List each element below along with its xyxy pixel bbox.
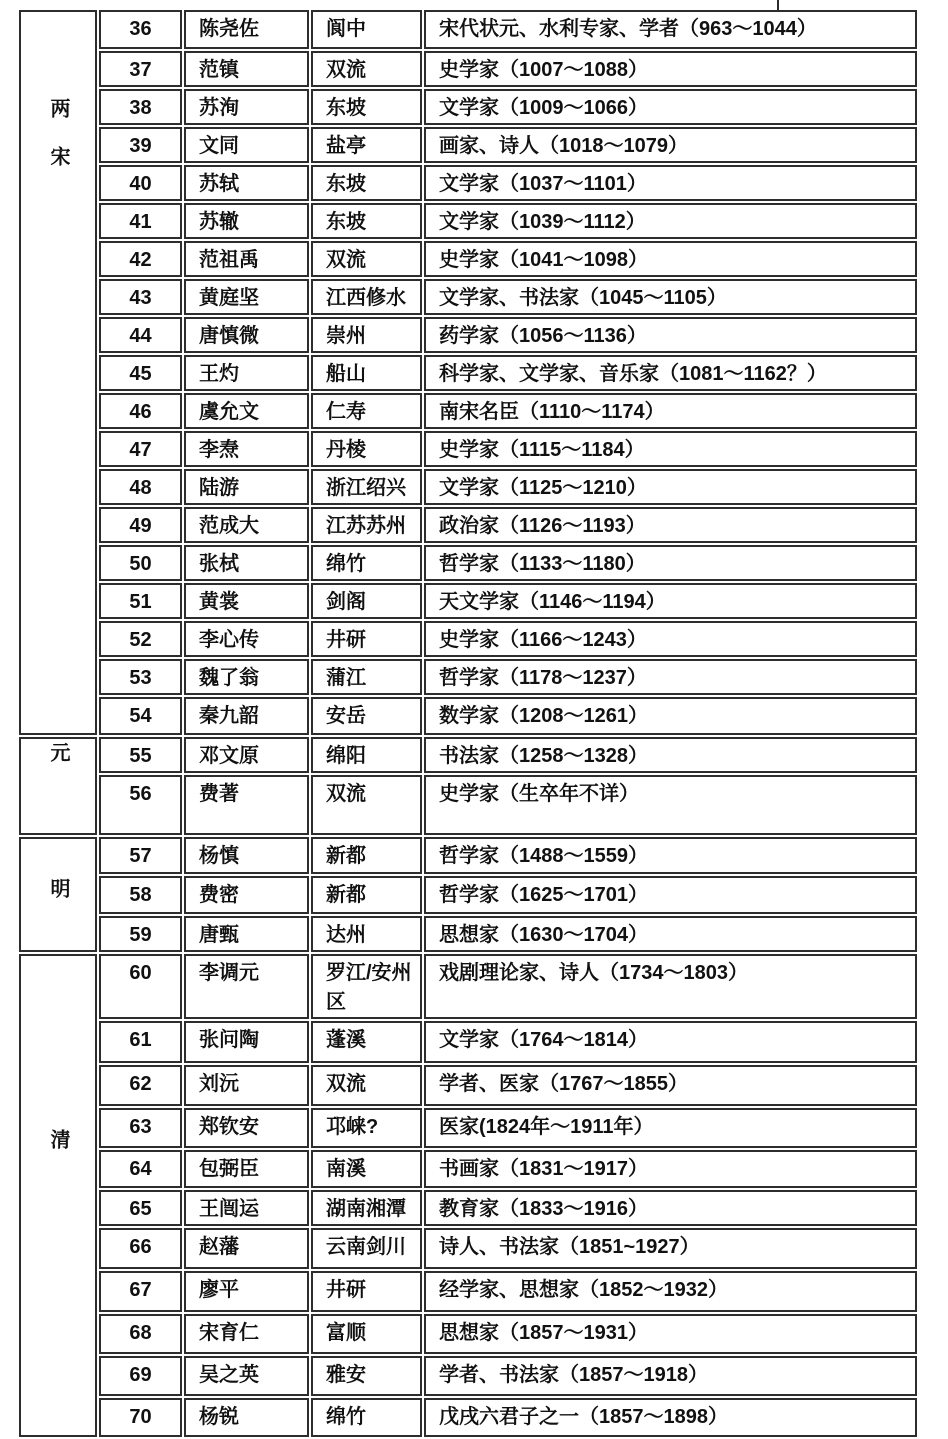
place-cell: 绵阳 [311,737,422,773]
table-row [19,1190,917,1226]
table-row [19,1065,917,1106]
row-number-cell: 70 [99,1398,182,1437]
description-cell: 经学家、思想家（1852～1932） [424,1271,917,1312]
table-row [19,954,917,1019]
name-cell: 苏辙 [184,203,309,239]
row-number-cell: 41 [99,203,182,239]
row-number-cell: 42 [99,241,182,277]
description-cell: 药学家（1056～1136） [424,317,917,353]
description-cell: 南宋名臣（1110～1174） [424,393,917,429]
name-cell: 王闿运 [184,1190,309,1226]
place-cell: 东坡 [311,89,422,125]
row-number-cell: 43 [99,279,182,315]
name-cell: 秦九韶 [184,697,309,735]
row-number-cell: 36 [99,10,182,49]
place-cell: 达州 [311,916,422,952]
table-row [19,1314,917,1354]
place-cell: 绵竹 [311,1398,422,1437]
name-cell: 费密 [184,876,309,914]
name-cell: 苏轼 [184,165,309,201]
description-cell: 文学家、书法家（1045～1105） [424,279,917,315]
dynasty-cell [19,837,97,952]
table-row [19,279,917,315]
table-row [19,431,917,467]
description-cell: 哲学家（1178～1237） [424,659,917,695]
description-cell: 史学家（1007～1088） [424,51,917,87]
description-cell: 科学家、文学家、音乐家（1081～1162？） [424,355,917,391]
description-cell: 史学家（生卒年不详） [424,775,917,835]
table-row [19,583,917,619]
name-cell: 魏了翁 [184,659,309,695]
row-number-cell: 47 [99,431,182,467]
row-number-cell: 56 [99,775,182,835]
row-number-cell: 53 [99,659,182,695]
row-number-cell: 45 [99,355,182,391]
row-number-cell: 58 [99,876,182,914]
name-cell: 刘沅 [184,1065,309,1106]
table-row [19,1271,917,1312]
name-cell: 陈尧佐 [184,10,309,49]
dynasty-cell [19,10,97,735]
name-cell: 宋育仁 [184,1314,309,1354]
name-cell: 赵藩 [184,1228,309,1269]
name-cell: 李调元 [184,954,309,1019]
name-cell: 郑钦安 [184,1108,309,1148]
name-cell: 黄庭坚 [184,279,309,315]
dynasty-label: 清 [47,1129,69,1177]
description-cell: 史学家（1166～1243） [424,621,917,657]
place-cell: 雅安 [311,1356,422,1396]
place-cell: 盐亭 [311,127,422,163]
row-number-cell: 46 [99,393,182,429]
name-cell: 唐慎微 [184,317,309,353]
description-cell: 书法家（1258～1328） [424,737,917,773]
name-cell: 唐甄 [184,916,309,952]
description-cell: 政治家（1126～1193） [424,507,917,543]
place-cell: 双流 [311,775,422,835]
dynasty-label: 明 [47,878,69,926]
place-cell: 仁寿 [311,393,422,429]
table-row [19,1356,917,1396]
table-row [19,1021,917,1063]
place-cell: 罗江/安州区 [311,954,422,1019]
place-cell: 崇州 [311,317,422,353]
row-number-cell: 63 [99,1108,182,1148]
place-cell: 东坡 [311,165,422,201]
description-cell: 哲学家（1488～1559） [424,837,917,874]
description-cell: 戊戌六君子之一（1857～1898） [424,1398,917,1437]
place-cell: 湖南湘潭 [311,1190,422,1226]
dynasty-label: 元 [47,742,69,790]
table-row [19,876,917,914]
dynasty-label: 两宋 [47,98,69,194]
name-cell: 范成大 [184,507,309,543]
table-row [19,10,917,49]
name-cell: 杨慎 [184,837,309,874]
place-cell: 双流 [311,51,422,87]
description-cell: 诗人、书法家（1851~1927） [424,1228,917,1269]
table-row [19,837,917,874]
row-number-cell: 54 [99,697,182,735]
place-cell: 井研 [311,621,422,657]
place-cell: 井研 [311,1271,422,1312]
place-cell: 安岳 [311,697,422,735]
row-number-cell: 57 [99,837,182,874]
row-number-cell: 49 [99,507,182,543]
row-number-cell: 61 [99,1021,182,1063]
name-cell: 张问陶 [184,1021,309,1063]
name-cell: 杨锐 [184,1398,309,1437]
description-cell: 宋代状元、水利专家、学者（963～1044） [424,10,917,49]
name-cell: 黄裳 [184,583,309,619]
famous-figures-table [17,8,919,1439]
row-number-cell: 59 [99,916,182,952]
description-cell: 天文学家（1146～1194） [424,583,917,619]
place-cell: 东坡 [311,203,422,239]
description-cell: 书画家（1831～1917） [424,1150,917,1188]
name-cell: 陆游 [184,469,309,505]
table-row [19,89,917,125]
table-row [19,355,917,391]
dynasty-cell [19,954,97,1437]
name-cell: 虞允文 [184,393,309,429]
place-cell: 云南剑川 [311,1228,422,1269]
name-cell: 李心传 [184,621,309,657]
place-cell: 蓬溪 [311,1021,422,1063]
table-row [19,393,917,429]
name-cell: 文同 [184,127,309,163]
table-row [19,1228,917,1269]
table-row [19,507,917,543]
name-cell: 包弼臣 [184,1150,309,1188]
row-number-cell: 69 [99,1356,182,1396]
row-number-cell: 40 [99,165,182,201]
row-number-cell: 48 [99,469,182,505]
place-cell: 富顺 [311,1314,422,1354]
row-number-cell: 64 [99,1150,182,1188]
table-row [19,165,917,201]
table-row [19,737,917,773]
place-cell: 江西修水 [311,279,422,315]
name-cell: 范祖禹 [184,241,309,277]
description-cell: 戏剧理论家、诗人（1734～1803） [424,954,917,1019]
name-cell: 吴之英 [184,1356,309,1396]
description-cell: 思想家（1857～1931） [424,1314,917,1354]
name-cell: 苏洵 [184,89,309,125]
name-cell: 张栻 [184,545,309,581]
description-cell: 史学家（1041～1098） [424,241,917,277]
table-row [19,697,917,735]
place-cell: 新都 [311,837,422,874]
place-cell: 绵竹 [311,545,422,581]
table-row [19,51,917,87]
row-number-cell: 38 [99,89,182,125]
table-body [19,10,917,1437]
row-number-cell: 65 [99,1190,182,1226]
name-cell: 李焘 [184,431,309,467]
row-number-cell: 68 [99,1314,182,1354]
row-number-cell: 39 [99,127,182,163]
table-row [19,317,917,353]
description-cell: 哲学家（1625～1701） [424,876,917,914]
table-row [19,621,917,657]
place-cell: 双流 [311,1065,422,1106]
description-cell: 学者、书法家（1857～1918） [424,1356,917,1396]
table-row [19,469,917,505]
row-number-cell: 51 [99,583,182,619]
place-cell: 剑阁 [311,583,422,619]
description-cell: 医家(1824年～1911年） [424,1108,917,1148]
row-number-cell: 50 [99,545,182,581]
place-cell: 阆中 [311,10,422,49]
place-cell: 船山 [311,355,422,391]
description-cell: 文学家（1039～1112） [424,203,917,239]
description-cell: 教育家（1833～1916） [424,1190,917,1226]
table-row [19,1398,917,1437]
place-cell: 江苏苏州 [311,507,422,543]
row-number-cell: 37 [99,51,182,87]
dynasty-cell [19,737,97,835]
name-cell: 王灼 [184,355,309,391]
table-row [19,1108,917,1148]
name-cell: 费著 [184,775,309,835]
table-row [19,545,917,581]
place-cell: 南溪 [311,1150,422,1188]
row-number-cell: 44 [99,317,182,353]
description-cell: 哲学家（1133～1180） [424,545,917,581]
table-row [19,775,917,835]
description-cell: 史学家（1115～1184） [424,431,917,467]
place-cell: 新都 [311,876,422,914]
description-cell: 文学家（1125～1210） [424,469,917,505]
name-cell: 邓文原 [184,737,309,773]
row-number-cell: 52 [99,621,182,657]
table-row [19,127,917,163]
description-cell: 数学家（1208～1261） [424,697,917,735]
table-row [19,241,917,277]
place-cell: 双流 [311,241,422,277]
row-number-cell: 67 [99,1271,182,1312]
place-cell: 丹棱 [311,431,422,467]
row-number-cell: 55 [99,737,182,773]
row-number-cell: 60 [99,954,182,1019]
name-cell: 范镇 [184,51,309,87]
table-row [19,916,917,952]
name-cell: 廖平 [184,1271,309,1312]
table-row [19,659,917,695]
place-cell: 浙江绍兴 [311,469,422,505]
table-row [19,203,917,239]
description-cell: 思想家（1630～1704） [424,916,917,952]
description-cell: 画家、诗人（1018～1079） [424,127,917,163]
row-number-cell: 66 [99,1228,182,1269]
place-cell: 邛崃? [311,1108,422,1148]
place-cell: 蒲江 [311,659,422,695]
description-cell: 文学家（1009～1066） [424,89,917,125]
description-cell: 文学家（1037～1101） [424,165,917,201]
description-cell: 文学家（1764～1814） [424,1021,917,1063]
description-cell: 学者、医家（1767～1855） [424,1065,917,1106]
table-row [19,1150,917,1188]
row-number-cell: 62 [99,1065,182,1106]
